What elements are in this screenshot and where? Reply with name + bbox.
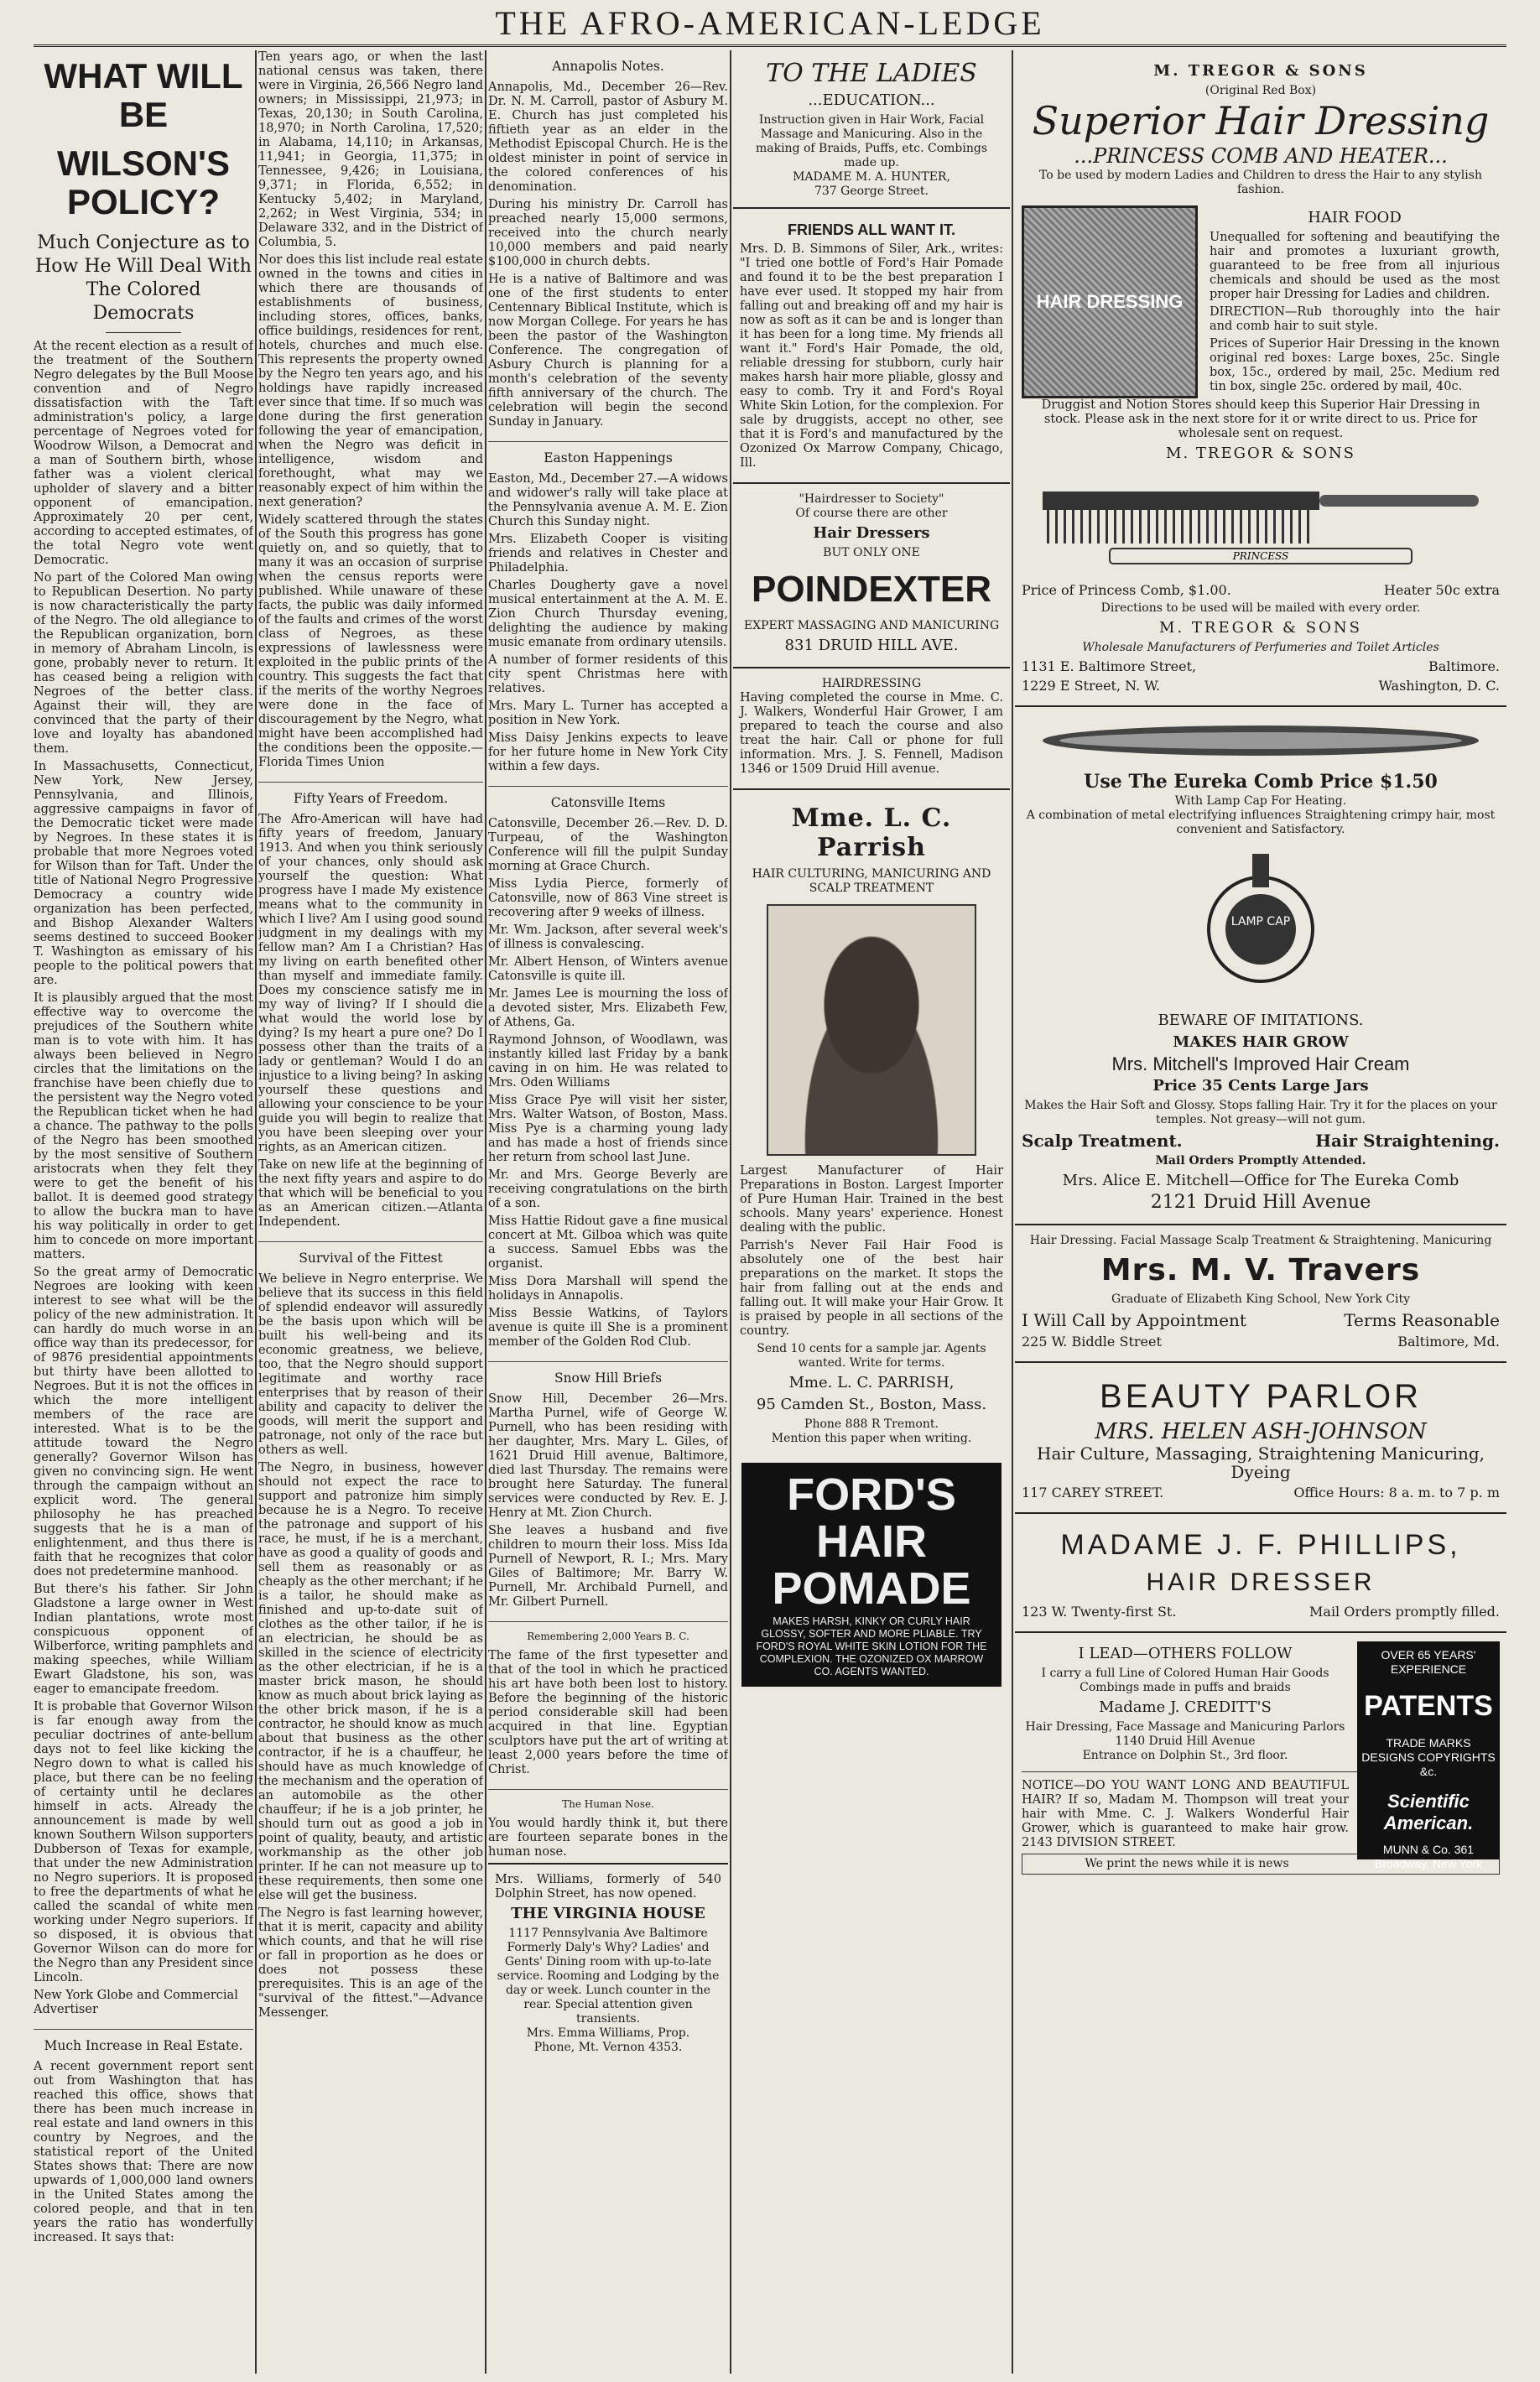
tregor-ad bbox=[1015, 50, 1506, 705]
address-city: Washington, D. C. bbox=[1378, 678, 1500, 694]
comb-brand-label: PRINCESS bbox=[1232, 550, 1289, 562]
article-paragraph: We believe in Negro enterprise. We believe that its success in this field of splendid endeavor will assuredly be the basis upon which will be built his well-being and its economic greatness, we believe, too, that the Negro should support legitimate and worthy race enterprises that by reason of their ability and capacity to deliver the goods, will merit the support and patronage, not only of the race but others as well. bbox=[258, 1272, 483, 1457]
ad-text: Wholesale Manufacturers of Perfumeries and Toilet Articles bbox=[1082, 641, 1439, 654]
ad-name: Madame J. CREDITT'S bbox=[1099, 1698, 1272, 1716]
column-rule bbox=[485, 50, 486, 2374]
column-4 bbox=[733, 50, 1010, 2374]
ad-text: I carry a full Line of Colored Human Hair Goods Combings made in puffs and braids bbox=[1041, 1667, 1329, 1694]
ad-title: MADAME J. F. PHILLIPS, bbox=[1060, 1529, 1461, 1561]
ad-text: BUT ONLY ONE bbox=[823, 546, 920, 559]
lamp-cap-label: LAMP CAP bbox=[1230, 915, 1291, 928]
ad-title: Mme. L. C. Parrish bbox=[791, 804, 952, 862]
news-item: Easton, Md., December 27.—A widows and widower's rally will take place at the Pennsylvania avenue A. M. E. Zion Church this Sunday night. bbox=[488, 472, 728, 528]
lamp-cap-illustration bbox=[1194, 837, 1328, 1005]
service-scalp: Scalp Treatment. bbox=[1022, 1131, 1183, 1151]
headline-real-estate: Much Increase in Real Estate. bbox=[34, 2029, 253, 2053]
article-source: New York Globe and Commercial Advertiser bbox=[34, 1989, 238, 2016]
ad-title: THE VIRGINIA HOUSE bbox=[511, 1905, 705, 1922]
news-item: She leaves a husband and five children to mourn their loss. Miss Ida Purnell of Newport, R. I.; Mrs. Mary Giles of Baltimore; Mr. Barry W. Purnell, Mr. Archibald Purnell, and Mr. Gilbert Purnell. bbox=[488, 1524, 728, 1609]
ad-title: Mrs. Mitchell's Improved Hair Cream bbox=[1111, 1053, 1410, 1074]
virginia-house-ad bbox=[488, 1863, 728, 2063]
phillips-ad bbox=[1015, 1512, 1506, 1631]
travers-row bbox=[1022, 1334, 1500, 1350]
ad-text: Mention this paper when writing. bbox=[771, 1432, 972, 1445]
ad-address: 831 DRUID HILL AVE. bbox=[784, 637, 959, 654]
ad-title: PATENTS bbox=[1364, 1690, 1493, 1722]
news-item: Mr. Wm. Jackson, after several week's of illness is convalescing. bbox=[488, 923, 728, 951]
column-1 bbox=[34, 50, 253, 2374]
ad-services: Hair Dressing. Facial Massage Scalp Treatment & Straightening. Manicuring bbox=[1029, 1234, 1492, 1247]
ad-text: Mail Orders promptly filled. bbox=[1309, 1604, 1500, 1620]
fords-pomade-ad bbox=[741, 1463, 1002, 1687]
article-paragraph: Ten years ago, or when the last national census was taken, there were in Virginia, 26,566 Negro land owners; in Mississippi, 21,973; in Texas, 20,130; in South Carolina, 18,970; in North Carolina, 17,520; in Alabama, 14,110; in Arkansas, 11,941; in Georgia, 11,375; in Tennessee, 9,426; in Louisiana, 9,371; in Florida, 6,552; in Kentucky 5,402; in Maryland, 2,262; in West Virginia, 534; in Delaware 332, and in the District of Columbia, 5. bbox=[258, 50, 483, 249]
travers-row bbox=[1022, 1310, 1500, 1330]
ad-subtitle: HAIR DRESSER bbox=[1146, 1568, 1376, 1596]
ad-text: Largest Manufacturer of Hair Preparations in Boston. Largest Importer of Pure Human Hair. Trained in the best schools. Many years' experience. Honest dealing with the public. bbox=[740, 1164, 1003, 1235]
ad-text: Mrs. Williams, formerly of 540 Dolphin Street, has now opened. bbox=[495, 1873, 721, 1901]
news-item: Mr. and Mrs. George Beverly are receiving congratulations on the birth of a son. bbox=[488, 1168, 728, 1210]
ad-brand: M. TREGOR & SONS bbox=[1166, 445, 1355, 462]
news-item: Miss Hattie Ridout gave a fine musical concert at Mt. Gilboa which was quite a success. Samuel Ebbs was the organist. bbox=[488, 1214, 728, 1271]
ad-hours: Office Hours: 8 a. m. to 7 p. m bbox=[1293, 1485, 1500, 1500]
ad-text: Terms Reasonable bbox=[1344, 1310, 1500, 1330]
article-paragraph: So the great army of Democratic Negroes are looking with keen interest to see what will be the policy of the new administration. It can hardly do much worse in an office way than its predecessor, for of 9876 presidential appointments but thirty have been allotted to Negroes. But it is not the offices in which the more intelligent members of the race are interested. What is to be the attitude toward the Negro generally? Governor Wilson has given no convincing sign. He went through the campaign without an explicit word. The general philosophy he has preached suggests that he is a man of enlightenment, and thus there is faith that he recognizes that color does not predetermine manhood. bbox=[34, 1266, 253, 1578]
price-comb: Price of Princess Comb, $1.00. bbox=[1022, 582, 1231, 598]
ad-text: TRADE MARKS DESIGNS COPYRIGHTS &c. bbox=[1361, 1736, 1496, 1778]
patents-ad bbox=[1357, 1641, 1500, 1870]
ad-title: Scientific American. bbox=[1383, 1791, 1474, 1833]
johnson-row bbox=[1022, 1485, 1500, 1500]
ad-address: 1140 Druid Hill Avenue bbox=[1115, 1734, 1256, 1748]
address-row bbox=[1022, 658, 1500, 674]
services-row bbox=[1022, 1131, 1500, 1151]
news-item: Miss Lydia Pierce, formerly of Catonsville, now of 863 Vine street is recovering after 9 weeks of illness. bbox=[488, 877, 728, 919]
print-notice: We print the news while it is news bbox=[1022, 1854, 1500, 1875]
article-paragraph: Take on new life at the beginning of the next fifty years and aspire to do that which will be beneficial to you as an American citizen.—Atlanta Independent. bbox=[258, 1158, 483, 1229]
masthead-title: THE AFRO-AMERICAN-LEDGE bbox=[495, 4, 1045, 42]
ad-text: Druggist and Notion Stores should keep this Superior Hair Dressing in stock. Please ask in the next store for it or write direct to us. Price for wholesale sent on request. bbox=[1041, 398, 1480, 440]
headline-wilson-policy: WILSON'S POLICY? bbox=[57, 143, 230, 221]
ad-office: Mrs. Alice E. Mitchell—Office for The Eureka Comb bbox=[1062, 1172, 1459, 1189]
ad-text: A combination of metal electrifying influences Straightening crimpy hair, most convenient and Satisfactory. bbox=[1026, 809, 1496, 836]
parrish-ad bbox=[733, 788, 1010, 1454]
news-item: Miss Grace Pye will visit her sister, Mrs. Walter Watson, of Boston, Mass. Miss Pye is a charming young lady and has made a host of friends since her return from school last June. bbox=[488, 1094, 728, 1164]
ad-address: 225 W. Biddle Street bbox=[1022, 1334, 1162, 1350]
article-paragraph: No part of the Colored Man owing to Republican Desertion. No party is now characteristically the party of the Negro. The old allegiance to the Republican organization, born in memory of Abraham Lincoln, is gone, probably never to return. It has ceased being a religion with Negroes of the better class. Against their will, they are convinced that the party of their love and loyalty has abandoned them. bbox=[34, 571, 253, 756]
news-item: Mr. James Lee is mourning the loss of a devoted sister, Mrs. Elizabeth Few, of Athens, Ga. bbox=[488, 987, 728, 1029]
headline-fifty-years: Fifty Years of Freedom. bbox=[258, 782, 483, 806]
portrait-photo bbox=[767, 904, 976, 1156]
tin-label: HAIR DRESSING bbox=[1036, 291, 1184, 312]
ad-title: POINDEXTER bbox=[751, 569, 992, 610]
eureka-comb-illustration bbox=[1026, 715, 1496, 766]
ad-brand: M. TREGOR & SONS bbox=[1159, 619, 1362, 637]
ad-title: Mrs. M. V. Travers bbox=[1100, 1253, 1421, 1287]
news-item: Annapolis, Md., December 26—Rev. Dr. N. M. Carroll, pastor of Asbury M. E. Church has just completed his fiftieth year as an elder in the Methodist Episcopal Church. He is the oldest minister in point of service in the colored conferences of his denomination. bbox=[488, 81, 728, 194]
ad-text: Unequalled for softening and beautifying the hair and promotes a luxuriant growth, guaranteed to be free from all injurious chemicals and should be used as the most proper hair Dressing for Ladies and children. bbox=[1210, 231, 1500, 301]
ad-text: Entrance on Dolphin St., 3rd floor. bbox=[1082, 1749, 1288, 1762]
article-paragraph: In Massachusetts, Connecticut, New York, New Jersey, Pennsylvania, and Illinois, aggressive campaigns in favor of the Democratic ticket were made by Negroes. In these states it is probable that more Negroes voted for Wilson than for Taft. Under the title of National Negro Progressive Democracy a country wide organization has been perfected, and Bishop Alexander Walters seems destined to succeed Booker T. Washington as emissary of his people to the political powers that are. bbox=[34, 760, 253, 987]
article-paragraph: The Afro-American will have had fifty years of freedom, January 1913. And when you think seriously of your chances, only should ask yourself the question: What progress have I made My existence means what to the community in which I live? Am I using good sound judgment in my dealings with my fellow man? Am I a Christian? Has my living on earth benefited other than myself and immediate family. Does my conscience satisfy me in my way of living? If I should die what would the world lose by dying? Is my heart a pure one? Do I possess other than the traits of a lady or gentleman? Would I do an injustice to a living being? In asking yourself these questions and allowing your conscience to be your guide you will begin to realize that you have been sleeping over your rights, as an American citizen. bbox=[258, 813, 483, 1154]
ad-text: Graduate of Elizabeth King School, New York City bbox=[1111, 1292, 1411, 1306]
notice-ad: NOTICE—DO YOU WANT LONG AND BEAUTIFUL HAIR? If so, Madam M. Thompson will treat your hair with Mme. C. J. Walkers Wonderful Hair Grower, which is guaranteed to make hair grow. 2143 DIVISION STREET. bbox=[1022, 1771, 1500, 1850]
news-item: A number of former residents of this city spent Christmas here with relatives. bbox=[488, 653, 728, 695]
ad-text: Hair Dressers bbox=[813, 524, 930, 542]
news-item: Snow Hill, December 26—Mrs. Martha Purnel, wife of George W. Purnell, who has been residing with her daughter, Mrs. Mary L. Giles, of 1621 Druid Hill avenue, Baltimore, died last Thursday. The remains were brought here Saturday. The funeral services were conducted by Rev. E. J. Henry at Mt. Zion Church. bbox=[488, 1392, 728, 1520]
ad-title: TO THE LADIES bbox=[766, 59, 977, 88]
news-item: During his ministry Dr. Carroll has preached nearly 15,000 sermons, received into the church nearly 10,000 members and paid nearly $100,000 in church debts. bbox=[488, 198, 728, 268]
ad-text: Send 10 cents for a sample jar. Agents wanted. Write for terms. bbox=[757, 1342, 986, 1370]
ad-text: Prices of Superior Hair Dressing in the known original red boxes: Large boxes, 25c. Single box, 15c., ordered by mail, 25c. Medium red tin box, single 25c. ordered by mail, 40c. bbox=[1210, 337, 1500, 393]
ad-text: To be used by modern Ladies and Children to dress the Hair to any stylish fashion. bbox=[1039, 169, 1482, 196]
hair-dressing-tin-image bbox=[1022, 205, 1198, 398]
news-item: The fame of the first typesetter and that of the tool in which he practiced his art have both been lost to history. Before the beginning of the historic period considerable skill had been acquired in that line. Egyptian sculptors have put the art of writing at least 2,000 years before the time of Christ. bbox=[488, 1649, 728, 1776]
phillips-row bbox=[1022, 1604, 1500, 1620]
article-paragraph: Widely scattered through the states of the South this progress has gone quietly on, and so quietly, that to many it was an occasion of surprise when the census reports were published. While unaware of these facts, the public was daily informed of the faults and crimes of the worst class of Negroes, as these expressions of lawlessness were exploited in the public prints of the country. This suggests the fact that if the merits of the worthy Negroes were done in the face of discouragement by the Negro, what might have been accomplished had the conditions been the opposite.—Florida Times Union bbox=[258, 513, 483, 769]
ad-address: 123 W. Twenty-first St. bbox=[1022, 1604, 1177, 1620]
ad-services: Hair Culture, Massaging, Straightening Manicuring, Dyeing bbox=[1037, 1443, 1485, 1482]
headline-human-nose: The Human Nose. bbox=[488, 1789, 728, 1810]
article-paragraph: The Negro, in business, however should not expect the race to support and patronize him simply because he is a Negro. To receive the patronage and support of his race, he must, if he is a merchant, have as good a quality of goods and sell them as reasonably or as cheaply as the other merchant; if he is a tailor, he should make as finished and up-to-date suit of clothes as the other tailor, if he is an electrician, he should be as skilled in the science of electricity as the other electrician, if he is a master brick mason, he should know as much about brick laying as the other brick mason, if he is a contractor, he should know as much about that business as the other contractor, if he is a chauffeur, he should have as much knowledge of the mechanism and the operation of an automobile as the other chauffeur; if he is a job printer, he should turn out as good a job in point of quality, beauty, and artistic workmanship as the other job printer. If he can not measure up to these requirements, then some one else will get the business. bbox=[258, 1461, 483, 1902]
service-straightening: Hair Straightening. bbox=[1315, 1131, 1500, 1151]
ad-city: Baltimore, Md. bbox=[1397, 1334, 1500, 1350]
ad-address: 1117 Pennsylvania Ave Baltimore bbox=[508, 1927, 708, 1940]
ad-address: 2121 Druid Hill Avenue bbox=[1150, 1192, 1371, 1213]
ad-tagline: "Hairdresser to Society" bbox=[799, 492, 944, 506]
ad-title: HAIRDRESSING bbox=[821, 677, 922, 690]
ad-address: 737 George Street. bbox=[814, 185, 929, 198]
ad-text: Instruction given in Hair Work, Facial Massage and Manicuring. Also in the making of Braids, Puffs, etc. Combings made up. bbox=[755, 113, 988, 169]
headline-what-will-be: WHAT WILL BE bbox=[44, 56, 243, 134]
ad-text: Mrs. D. B. Simmons of Siler, Ark., writes: "I tried one bottle of Ford's Hair Pomade and found it to be the best preparation I have ever used. It stopped my hair from falling out and breaking off and my hair is now as soft as it can be and is longer than it has been for a long time. My friends all want it." Ford's Hair Pomade, the old, reliable dressing for stubborn, curly hair makes harsh hair more pliable, glossy and easy to comb. Try it and Ford's Royal White Skin Lotion, for the complexion. For sale by druggists, accept no other, see that it is Ford's and manufactured by the Ozonized Ox Marrow Company, Chicago, Ill. bbox=[740, 242, 1003, 470]
eureka-comb-ad bbox=[1015, 705, 1506, 1224]
news-item: Raymond Johnson, of Woodlawn, was instantly killed last Friday by a bank caving in on him. He was related to Mrs. Oden Williams bbox=[488, 1033, 728, 1090]
headline-survival: Survival of the Fittest bbox=[258, 1241, 483, 1266]
ad-phone: Phone 888 R Tremont. bbox=[804, 1417, 939, 1431]
ad-text: Formerly Daly's Why? Ladies' and Gents' Dining room with up-to-late service. Rooming and Lodging by the day or week. Lunch counter in the rear. Special attention given transients. bbox=[497, 1941, 720, 2026]
ad-text: BEWARE OF IMITATIONS. bbox=[1158, 1012, 1364, 1029]
beauty-parlor-ad bbox=[1015, 1361, 1506, 1512]
ad-text: DIRECTION—Rub thoroughly into the hair and comb hair to suit style. bbox=[1210, 305, 1500, 333]
news-item: Mr. Albert Henson, of Winters avenue Catonsville is quite ill. bbox=[488, 955, 728, 983]
ad-text: OVER 65 YEARS' EXPERIENCE bbox=[1381, 1648, 1476, 1676]
article-paragraph: But there's his father. Sir John Gladstone a large owner in West Indian plantations, wrote most conspicuous opponent of Wilberforce, writing pamphlets and making speeches, while William Ewart Gladstone, his son, was eager to emancipate freedom. bbox=[34, 1583, 253, 1696]
poindexter-ad bbox=[733, 482, 1010, 667]
headline-annapolis: Annapolis Notes. bbox=[552, 59, 664, 74]
ad-text: Hair Dressing, Face Massage and Manicuring Parlors bbox=[1025, 1720, 1345, 1734]
divider bbox=[106, 332, 181, 333]
ad-text: With Lamp Cap For Heating. bbox=[1174, 794, 1347, 808]
article-paragraph: It is probable that Governor Wilson is far enough away from the peculiar doctrines of ante-bellum days not to feel like kicking the Negro down to what is called his place, but there can be no feeling of certainty until he declares himself in acts. Already the announcement is made by well known Southern Wilson supporters Dubberson of Texas for example, that under the new Administration no Negro superiors. It is proposed to free the departments of what he called the scandal of white men working under Negro superiors. If so disposed, it is obvious that Governor Wilson can do more for the Negro than any President since Lincoln. bbox=[34, 1700, 253, 1984]
ad-text: Makes the Hair Soft and Glossy. Stops falling Hair. Try it for the places on your temples. Not greasy—will not gum. bbox=[1024, 1099, 1497, 1126]
ad-text: Directions to be used will be mailed with every order. bbox=[1100, 601, 1421, 615]
ad-text: Of course there are other bbox=[795, 507, 948, 520]
ad-heading: ...EDUCATION... bbox=[808, 91, 935, 109]
news-item: Mrs. Elizabeth Cooper is visiting friends and relatives in Chester and Philadelphia. bbox=[488, 533, 728, 575]
article-paragraph: Nor does this list include real estate owned in the towns and cities in which there are thousands of establishments of business, including stores, offices, banks, office buildings, residences for rent, hotels, churches and much else. This represents the property owned by the Negro ten years ago, and his holdings have rapidly increased ever since that time. If so much was done during the first generation following the year of emancipation, when the Negro was deficit in intelligence, wisdom and forethought, what may we reasonably expect of him within the next generation? bbox=[258, 253, 483, 509]
hairdressing-ad bbox=[733, 667, 1010, 788]
news-item: Miss Daisy Jenkins expects to leave for her future home in New York City within a few days. bbox=[488, 731, 728, 773]
news-item: Miss Dora Marshall will spend the holidays in Annapolis. bbox=[488, 1275, 728, 1303]
ad-name: MADAME M. A. HUNTER, bbox=[793, 170, 950, 184]
article-paragraph: The Negro is fast learning however, that it is merit, capacity and ability which counts, and that he will rise or fall in proportion as he does or does not possess these prerequisites. This is an age of the "survival of the fittest."—Advance Messenger. bbox=[258, 1906, 483, 2020]
ad-address: MUNN & Co. 361 Broadway, New York bbox=[1374, 1843, 1483, 1870]
masthead bbox=[34, 0, 1506, 47]
price-row bbox=[1022, 582, 1500, 598]
subheadline: Much Conjecture as to How He Will Deal With The Colored Democrats bbox=[35, 232, 252, 324]
ad-text: (Original Red Box) bbox=[1204, 84, 1317, 97]
ad-heading: I LEAD—OTHERS FOLLOW bbox=[1078, 1645, 1293, 1662]
headline-easton: Easton Happenings bbox=[488, 441, 728, 465]
address-row bbox=[1022, 678, 1500, 694]
ad-title: Use The Eureka Comb Price $1.50 bbox=[1084, 771, 1438, 793]
news-item: He is a native of Baltimore and was one of the first students to enter Centennary Biblical Institute, which is now Morgan College. For years he has been the pastor of the Washington Conference. The congregation of Asbury Church is planning for a month's celebration of the seventy fifth anniversary of the church. The celebration will begin the second Sunday in January. bbox=[488, 273, 728, 429]
ad-subtitle: ...PRINCESS COMB AND HEATER... bbox=[1074, 144, 1448, 168]
creditt-patents-section bbox=[1015, 1631, 1506, 1883]
ad-brand: M. TREGOR & SONS bbox=[1153, 62, 1368, 80]
ad-text: Parrish's Never Fail Hair Food is absolutely one of the best hair preparations on the market. It stops the hair from falling out at the ends and falling out. It will make your Hair Grow. It is praised by people in all sections of the country. bbox=[740, 1239, 1003, 1338]
travers-ad bbox=[1015, 1224, 1506, 1361]
ad-name: Mme. L. C. PARRISH, bbox=[788, 1374, 955, 1391]
address-street: 1229 E Street, N. W. bbox=[1022, 678, 1161, 694]
article-paragraph: At the recent election as a result of the treatment of the Southern Negro delegates by the Bull Moose convention and of Negro dissatisfaction with the Taft administration's policy, a large percentage of Negroes voted for Woodrow Wilson, a Democrat and a man of Southern birth, whose father was a violent clerical upholder of slavery and a bitter opponent of emancipation. Approximately 20 per cent, according to accepted estimates, of the total Negro vote went Democratic. bbox=[34, 340, 253, 567]
ad-subtitle: HAIR CULTURING, MANICURING AND SCALP TREATMENT bbox=[752, 867, 991, 895]
ad-text: Having completed the course in Mme. C. J. Walkers, Wonderful Hair Grower, I am prepared to teach the course and also treat the hair. Call or phone for full information. Mrs. J. S. Fennell, Madison 1346 or 1509 Druid Hill avenue. bbox=[740, 691, 1003, 776]
ad-text: MAKES HARSH, KINKY OR CURLY HAIR GLOSSY, SOFTER AND MORE PLIABLE. TRY FORD'S ROYAL WHITE SKIN LOTION FOR THE COMPLEXION. THE OZONIZED OX MARROW CO. AGENTS WANTED. bbox=[756, 1615, 987, 1677]
headline-remembering: Remembering 2,000 Years B. C. bbox=[488, 1621, 728, 1642]
news-item: Charles Dougherty gave a novel musical entertainment at the A. M. E. Zion Church Thursday evening, delighting the audience by making music emanate from ordinary utensils. bbox=[488, 579, 728, 649]
article-paragraph: It is plausibly argued that the most effective way to overcome the prejudices of the Southern white man is to vote with him. It has always been believed in Negro circles that the limitations on the franchise have been chiefly due to the persistent way the Negro voted the Republican ticket when he had a chance. The pathway to the polls of the Negro has been smoothed by the most sensitive of Southern aristocrats when they felt they were to get the benefit of his ballot. It is deemed good strategy to allow the buckra man to have his way politically in order to get him to concede on more important matters. bbox=[34, 991, 253, 1261]
ad-text: I Will Call by Appointment bbox=[1022, 1310, 1246, 1330]
ad-title: Superior Hair Dressing bbox=[1032, 98, 1490, 143]
headline-snow-hill: Snow Hill Briefs bbox=[488, 1361, 728, 1386]
column-rule bbox=[1012, 50, 1013, 2374]
ad-proprietor: Mrs. Emma Williams, Prop. bbox=[526, 2026, 690, 2040]
fords-testimonial-ad bbox=[733, 207, 1010, 482]
ad-address: 95 Camden St., Boston, Mass. bbox=[756, 1396, 987, 1413]
column-rule bbox=[255, 50, 257, 2374]
column-5 bbox=[1015, 50, 1506, 2374]
ad-title: FORD'S HAIR POMADE bbox=[772, 1469, 971, 1614]
news-item: Mrs. Mary L. Turner has accepted a position in New York. bbox=[488, 700, 728, 727]
headline-catonsville: Catonsville Items bbox=[488, 786, 728, 810]
ad-phone: Phone, Mt. Vernon 4353. bbox=[533, 2041, 683, 2054]
ad-services: EXPERT MASSAGING AND MANICURING bbox=[743, 619, 1000, 632]
news-item: You would hardly think it, but there are fourteen separate bones in the human nose. bbox=[488, 1817, 728, 1859]
ad-heading: MAKES HAIR GROW bbox=[1173, 1033, 1349, 1051]
ad-address: 117 CAREY STREET. bbox=[1022, 1485, 1164, 1500]
ad-title: FRIENDS ALL WANT IT. bbox=[788, 221, 955, 238]
address-city: Baltimore. bbox=[1428, 658, 1500, 674]
ad-title: BEAUTY PARLOR bbox=[1100, 1378, 1422, 1415]
price-heater: Heater 50c extra bbox=[1383, 582, 1500, 598]
ad-text: Mail Orders Promptly Attended. bbox=[1155, 1154, 1366, 1168]
column-rule bbox=[730, 50, 731, 2374]
education-ad bbox=[733, 50, 1010, 207]
column-3 bbox=[488, 50, 728, 2374]
column-2 bbox=[258, 50, 483, 2374]
news-item: Catonsville, December 26.—Rev. D. D. Turpeau, of the Washington Conference will fill the pulpit Sunday morning at Grace Church. bbox=[488, 817, 728, 873]
comb-illustration bbox=[1026, 475, 1496, 567]
ad-name: MRS. HELEN ASH-JOHNSON bbox=[1095, 1419, 1427, 1444]
news-item: Miss Bessie Watkins, of Taylors avenue is quite ill She is a prominent member of the Golden Rod Club. bbox=[488, 1307, 728, 1349]
ad-price: Price 35 Cents Large Jars bbox=[1152, 1077, 1369, 1095]
ad-heading: HAIR FOOD bbox=[1308, 209, 1402, 226]
article-paragraph: A recent government report sent out from Washington that has reached this office, shows that there has been much increase in real estate and land owners in this country by Negroes, and the statistical report of the United States shows that: There are now upwards of 1,000,000 land owners in the United States among the colored people, and that in ten years the ratio has wonderfully increased. It says that: bbox=[34, 2060, 253, 2244]
address-street: 1131 E. Baltimore Street, bbox=[1022, 658, 1197, 674]
